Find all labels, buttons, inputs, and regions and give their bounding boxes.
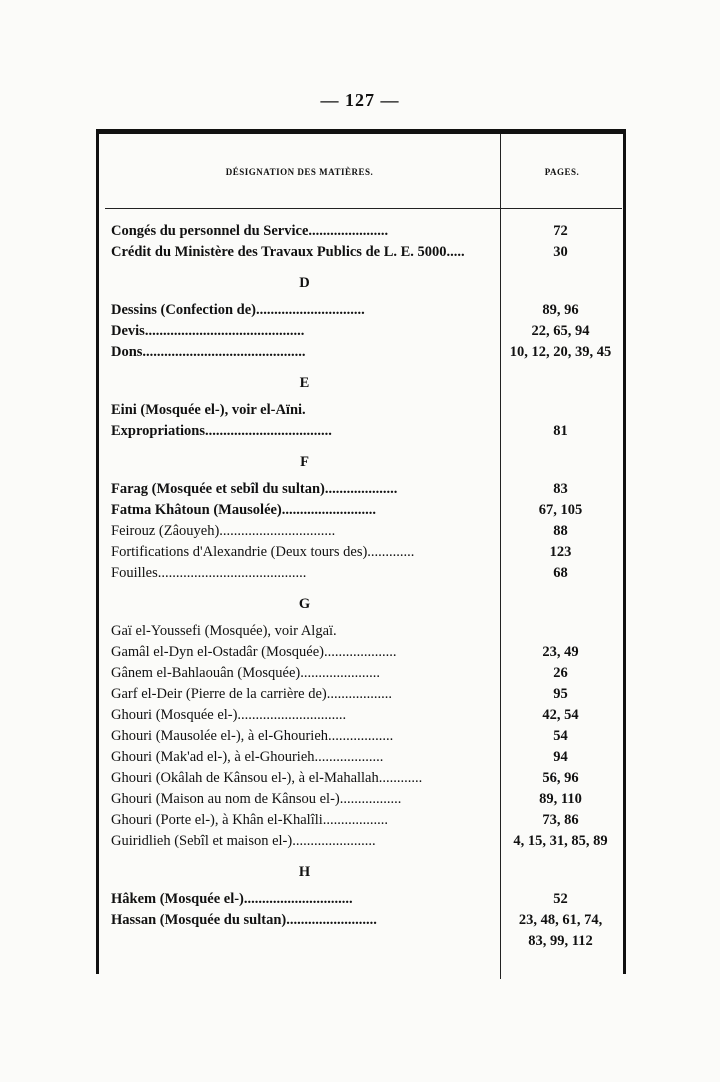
entry-pages: 81 bbox=[553, 423, 568, 439]
entry-pages: 83 bbox=[553, 481, 568, 497]
entry-pages: 94 bbox=[553, 749, 568, 765]
entry-designation: Ghouri (Mak'ad el-), à el-Ghourieh................... bbox=[111, 749, 384, 765]
index-entry bbox=[111, 402, 623, 423]
index-entry bbox=[111, 791, 623, 812]
entry-pages: 22, 65, 94 bbox=[531, 323, 590, 339]
entry-pages: 30 bbox=[553, 244, 568, 260]
entry-designation: Hâkem (Mosquée el-).............................. bbox=[111, 891, 353, 907]
index-entry bbox=[111, 912, 623, 933]
entry-pages: 42, 54 bbox=[542, 707, 579, 723]
entry-pages: 68 bbox=[553, 565, 568, 581]
index-entry bbox=[111, 323, 623, 344]
index-entry bbox=[111, 423, 623, 444]
index-entry bbox=[111, 891, 623, 912]
index-entry bbox=[111, 749, 623, 770]
section-letter bbox=[111, 375, 623, 396]
entry-designation: Fatma Khâtoun (Mausolée).......................... bbox=[111, 502, 377, 518]
entry-pages: 23, 48, 61, 74, bbox=[518, 912, 603, 928]
index-entry bbox=[111, 502, 623, 523]
entry-pages: 123 bbox=[549, 544, 572, 560]
index-entry bbox=[111, 686, 623, 707]
section-letter bbox=[111, 596, 623, 617]
entry-designation: Gaï el-Youssefi (Mosquée), voir Algaï. bbox=[111, 623, 337, 639]
index-entry bbox=[111, 244, 623, 265]
index-entries bbox=[111, 223, 623, 955]
entry-designation: Devis............................................ bbox=[111, 323, 305, 339]
entry-designation: Farag (Mosquée et sebîl du sultan).................... bbox=[111, 481, 398, 497]
entry-designation: Ghouri (Porte el-), à Khân el-Khalîli.................. bbox=[111, 812, 389, 828]
entry-designation: Crédit du Ministère des Travaux Publics de L. E. 5000..... bbox=[111, 244, 465, 260]
entry-pages: 52 bbox=[553, 891, 568, 907]
entry-pages: 56, 96 bbox=[542, 770, 579, 786]
section-letter-label: E bbox=[299, 375, 310, 391]
index-entry bbox=[111, 812, 623, 833]
entry-designation: Congés du personnel du Service...................... bbox=[111, 223, 389, 239]
section-letter-label: H bbox=[298, 864, 311, 880]
index-entry bbox=[111, 770, 623, 791]
entry-designation: Eini (Mosquée el-), voir el-Aïni. bbox=[111, 402, 306, 418]
index-entry bbox=[111, 223, 623, 244]
entry-designation: Expropriations................................... bbox=[111, 423, 332, 439]
index-entry bbox=[111, 728, 623, 749]
section-letter bbox=[111, 454, 623, 475]
entry-pages: 10, 12, 20, 39, 45 bbox=[509, 344, 612, 360]
index-entry bbox=[111, 523, 623, 544]
index-entry bbox=[111, 665, 623, 686]
index-entry bbox=[111, 544, 623, 565]
index-entry bbox=[111, 644, 623, 665]
section-letter-label: G bbox=[298, 596, 311, 612]
entry-designation: Dons............................................. bbox=[111, 344, 306, 360]
header-designation: DÉSIGNATION DES MATIÈRES. bbox=[225, 167, 374, 177]
entry-designation: Dessins (Confection de).............................. bbox=[111, 302, 365, 318]
entry-pages: 89, 110 bbox=[539, 791, 582, 807]
index-entry bbox=[111, 623, 623, 644]
section-letter bbox=[111, 864, 623, 885]
entry-designation: Hassan (Mosquée du sultan)......................... bbox=[111, 912, 377, 928]
entry-pages: 73, 86 bbox=[542, 812, 579, 828]
entry-designation: Gamâl el-Dyn el-Ostadâr (Mosquée).................... bbox=[111, 644, 397, 660]
index-entry bbox=[111, 565, 623, 586]
index-entry bbox=[111, 933, 623, 955]
page-number: — 127 — bbox=[320, 90, 400, 110]
entry-pages: 89, 96 bbox=[542, 302, 579, 318]
entry-pages: 95 bbox=[553, 686, 568, 702]
index-entry bbox=[111, 833, 623, 854]
entry-pages: 83, 99, 112 bbox=[528, 933, 593, 949]
header-pages: PAGES. bbox=[544, 167, 580, 177]
index-entry bbox=[111, 344, 623, 365]
section-letter-label: F bbox=[300, 454, 309, 470]
entry-designation: Fortifications d'Alexandrie (Deux tours des)............. bbox=[111, 544, 415, 560]
entry-designation: Garf el-Deir (Pierre de la carrière de).................. bbox=[111, 686, 392, 702]
entry-pages: 72 bbox=[553, 223, 568, 239]
header-rule bbox=[105, 208, 622, 209]
entry-designation: Ghouri (Okâlah de Kânsou el-), à el-Mahallah............ bbox=[111, 770, 423, 786]
section-letter-label: D bbox=[299, 275, 310, 291]
entry-designation: Ghouri (Mosquée el-).............................. bbox=[111, 707, 347, 723]
entry-pages: 54 bbox=[553, 728, 568, 744]
index-entry bbox=[111, 481, 623, 502]
entry-pages: 26 bbox=[553, 665, 568, 681]
entry-designation: Gânem el-Bahlaouân (Mosquée)...................... bbox=[111, 665, 380, 681]
entry-designation: Feirouz (Zâouyeh)................................ bbox=[111, 523, 336, 539]
entry-designation: Fouilles......................................... bbox=[111, 565, 307, 581]
entry-designation: Guiridlieh (Sebîl et maison el-)....................... bbox=[111, 833, 376, 849]
entry-pages: 67, 105 bbox=[538, 502, 583, 518]
index-entry bbox=[111, 302, 623, 323]
entry-pages: 88 bbox=[553, 523, 568, 539]
entry-designation: Ghouri (Mausolée el-), à el-Ghourieh.................. bbox=[111, 728, 394, 744]
index-entry bbox=[111, 707, 623, 728]
entry-pages: 4, 15, 31, 85, 89 bbox=[513, 833, 608, 849]
entry-designation: Ghouri (Maison au nom de Kânsou el-)................. bbox=[111, 791, 402, 807]
section-letter bbox=[111, 275, 623, 296]
entry-pages: 23, 49 bbox=[542, 644, 579, 660]
